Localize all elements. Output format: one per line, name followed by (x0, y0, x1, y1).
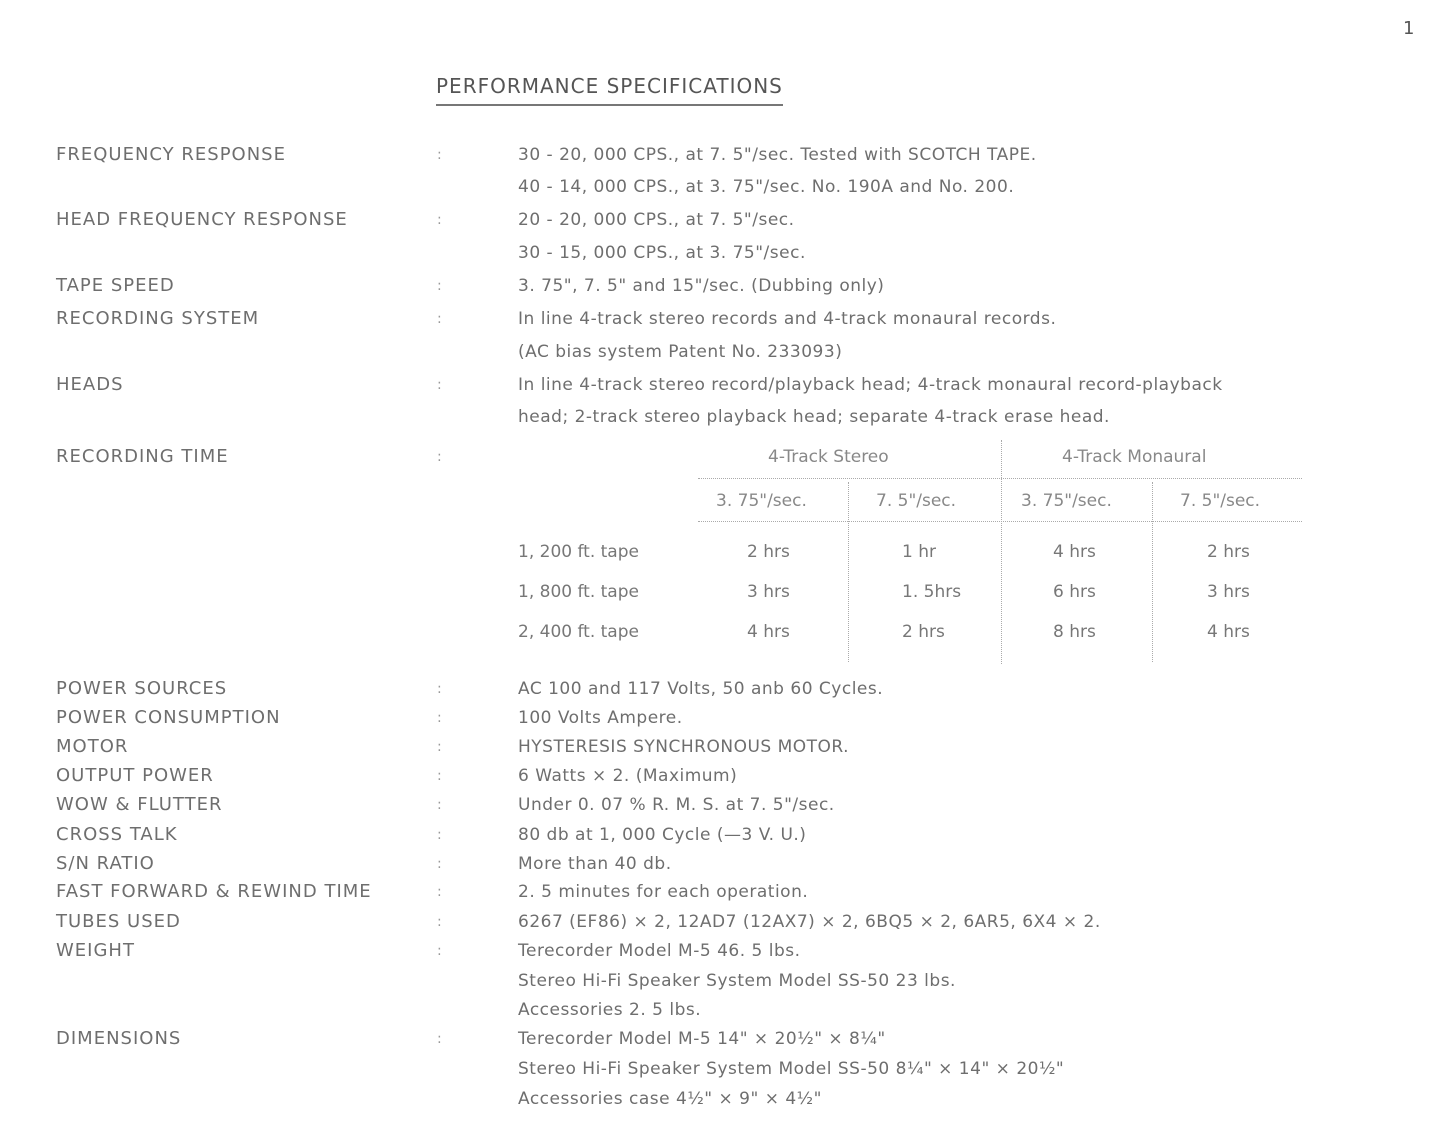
spec-value-tape-speed: 3. 75", 7. 5" and 15"/sec. (Dubbing only) (518, 276, 885, 296)
rt-speed-3: 3. 75"/sec. (1021, 491, 1112, 511)
colon: : (437, 884, 442, 900)
spec-value-frequency-response-2: 40 - 14, 000 CPS., at 3. 75"/sec. No. 190A and No. 200. (518, 177, 1015, 197)
spec-label-tubes-used: TUBES USED (56, 911, 181, 932)
spec-label-recording-time: RECORDING TIME (56, 446, 229, 467)
rt-divider (698, 478, 1302, 479)
spec-value-recording-system-2: (AC bias system Patent No. 233093) (518, 342, 843, 362)
spec-value-dimensions-3: Accessories case 4½" × 9" × 4½" (518, 1089, 822, 1109)
rt-cell: 4 hrs (1207, 622, 1250, 642)
rt-tape-length: 1, 200 ft. tape (518, 542, 639, 562)
colon: : (437, 449, 442, 465)
colon: : (437, 914, 442, 930)
rt-speed-1: 3. 75"/sec. (716, 491, 807, 511)
colon: : (437, 147, 442, 163)
spec-label-dimensions: DIMENSIONS (56, 1028, 182, 1049)
colon: : (437, 943, 442, 959)
spec-value-heads-1: In line 4-track stereo record/playback head; 4-track monaural record-playback (518, 375, 1223, 395)
spec-value-frequency-response-1: 30 - 20, 000 CPS., at 7. 5"/sec. Tested with SCOTCH TAPE. (518, 145, 1037, 165)
rt-column-divider (848, 482, 849, 662)
spec-label-cross-talk: CROSS TALK (56, 824, 178, 845)
rt-divider (698, 521, 1302, 522)
rt-cell: 1. 5hrs (902, 582, 962, 602)
colon: : (437, 827, 442, 843)
spec-value-motor: HYSTERESIS SYNCHRONOUS MOTOR. (518, 737, 850, 757)
rt-cell: 3 hrs (747, 582, 790, 602)
spec-value-recording-system-1: In line 4-track stereo records and 4-track monaural records. (518, 309, 1057, 329)
spec-value-weight-2: Stereo Hi-Fi Speaker System Model SS-50 23 lbs. (518, 971, 956, 991)
colon: : (437, 311, 442, 327)
rt-cell: 4 hrs (1053, 542, 1096, 562)
spec-value-tubes-used: 6267 (EF86) × 2, 12AD7 (12AX7) × 2, 6BQ5 × 2, 6AR5, 6X4 × 2. (518, 912, 1101, 932)
spec-value-weight-3: Accessories 2. 5 lbs. (518, 1000, 702, 1020)
spec-label-wow-flutter: WOW & FLUTTER (56, 794, 223, 815)
spec-label-weight: WEIGHT (56, 940, 135, 961)
colon: : (437, 377, 442, 393)
spec-value-heads-2: head; 2-track stereo playback head; separate 4-track erase head. (518, 407, 1110, 427)
spec-value-ff-rewind: 2. 5 minutes for each operation. (518, 882, 809, 902)
spec-label-output-power: OUTPUT POWER (56, 765, 214, 786)
rt-speed-4: 7. 5"/sec. (1180, 491, 1261, 511)
spec-value-head-frequency-response-2: 30 - 15, 000 CPS., at 3. 75"/sec. (518, 243, 806, 263)
spec-value-dimensions-1: Terecorder Model M-5 14" × 20½" × 8¼" (518, 1029, 886, 1049)
rt-cell: 8 hrs (1053, 622, 1096, 642)
rt-column-divider (1152, 482, 1153, 662)
spec-label-tape-speed: TAPE SPEED (56, 275, 175, 296)
colon: : (437, 797, 442, 813)
spec-label-motor: MOTOR (56, 736, 129, 757)
spec-value-output-power: 6 Watts × 2. (Maximum) (518, 766, 738, 786)
rt-tape-length: 2, 400 ft. tape (518, 622, 639, 642)
spec-label-power-sources: POWER SOURCES (56, 678, 228, 699)
rt-group-stereo: 4-Track Stereo (768, 447, 889, 467)
spec-value-head-frequency-response-1: 20 - 20, 000 CPS., at 7. 5"/sec. (518, 210, 795, 230)
rt-cell: 2 hrs (1207, 542, 1250, 562)
spec-value-wow-flutter: Under 0. 07 % R. M. S. at 7. 5"/sec. (518, 795, 835, 815)
page-title: PERFORMANCE SPECIFICATIONS (436, 74, 783, 106)
spec-label-sn-ratio: S/N RATIO (56, 853, 155, 874)
colon: : (437, 212, 442, 228)
rt-cell: 4 hrs (747, 622, 790, 642)
spec-value-dimensions-2: Stereo Hi-Fi Speaker System Model SS-50 8¼" × 14" × 20½" (518, 1059, 1065, 1079)
colon: : (437, 681, 442, 697)
rt-speed-2: 7. 5"/sec. (876, 491, 957, 511)
spec-label-head-frequency-response: HEAD FREQUENCY RESPONSE (56, 209, 348, 230)
colon: : (437, 739, 442, 755)
colon: : (437, 710, 442, 726)
rt-cell: 2 hrs (747, 542, 790, 562)
spec-value-power-consumption: 100 Volts Ampere. (518, 708, 683, 728)
spec-value-sn-ratio: More than 40 db. (518, 854, 672, 874)
spec-label-power-consumption: POWER CONSUMPTION (56, 707, 281, 728)
spec-value-cross-talk: 80 db at 1, 000 Cycle (—3 V. U.) (518, 825, 807, 845)
rt-column-divider (1001, 440, 1002, 664)
colon: : (437, 1031, 442, 1047)
rt-tape-length: 1, 800 ft. tape (518, 582, 639, 602)
page-number: 1 (1403, 18, 1415, 39)
rt-cell: 6 hrs (1053, 582, 1096, 602)
rt-cell: 1 hr (902, 542, 936, 562)
spec-label-recording-system: RECORDING SYSTEM (56, 308, 260, 329)
rt-cell: 2 hrs (902, 622, 945, 642)
rt-cell: 3 hrs (1207, 582, 1250, 602)
colon: : (437, 278, 442, 294)
spec-value-power-sources: AC 100 and 117 Volts, 50 anb 60 Cycles. (518, 679, 884, 699)
colon: : (437, 768, 442, 784)
spec-label-heads: HEADS (56, 374, 124, 395)
colon: : (437, 856, 442, 872)
spec-value-weight-1: Terecorder Model M-5 46. 5 lbs. (518, 941, 801, 961)
spec-label-ff-rewind: FAST FORWARD & REWIND TIME (56, 881, 372, 902)
spec-label-frequency-response: FREQUENCY RESPONSE (56, 144, 286, 165)
rt-group-monaural: 4-Track Monaural (1062, 447, 1207, 467)
